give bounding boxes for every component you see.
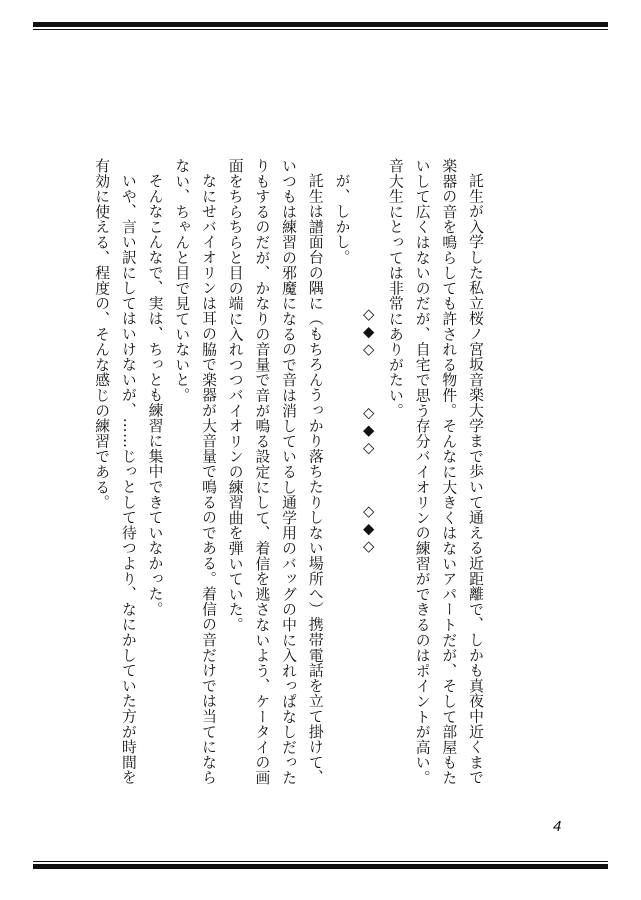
- paragraph: 託生は譜面台の隅に（もちろんうっかり落ちたりしない場所へ）携帯電話を立て掛けて、いつもは練習の邪魔になるので音は消しているし通学用のバッグの中に入れっぱなしだったりもするのだが、かなりの音量で音が鳴る設定にして、着信を逃さないよう、ケータイの画面をちらちらと目の端に入れつつバイオリンの練習曲を弾いていた。: [226, 158, 324, 786]
- section-separator: ◇◆◇ ◇◆◇ ◇◆◇: [360, 306, 378, 556]
- paragraph: 託生が入学した私立桜ノ宮坂音楽大学まで歩いて通える近距離で、しかも真夜中近くまで楽器の音を鳴らしても許される物件。そんなに大きくはないアパートだが、そして部屋もたいして広くはないのだが、自宅で思う存分バイオリンの練習ができるのはポイントが高い。音大生にとっては非常にありがたい。: [386, 158, 484, 786]
- paragraph: いや、言い訳にしてはいけないが、……じっとして待つより、なにかしていた方が時間を有効に使える、程度の、そんな感じの練習である。: [93, 158, 137, 785]
- bottom-border-thin-line: [33, 861, 608, 862]
- bottom-border: [33, 861, 608, 869]
- top-border-thin-line: [33, 29, 608, 30]
- paragraph: そんなこんなで、実は、ちっとも練習に集中できていなかった。: [146, 172, 164, 617]
- page-number: 4: [553, 818, 562, 835]
- paragraph: なにせバイオリンは耳の脇で楽器が大音量で鳴るのである。着信の音だけでは当てにならない、ちゃんと目で見ていないと。: [173, 158, 217, 785]
- paragraph: が、しかし。: [333, 172, 351, 265]
- top-border: [33, 22, 608, 30]
- vertical-body-text: [80, 158, 488, 798]
- bottom-border-thick-line: [33, 864, 608, 869]
- top-border-thick-line: [33, 22, 608, 27]
